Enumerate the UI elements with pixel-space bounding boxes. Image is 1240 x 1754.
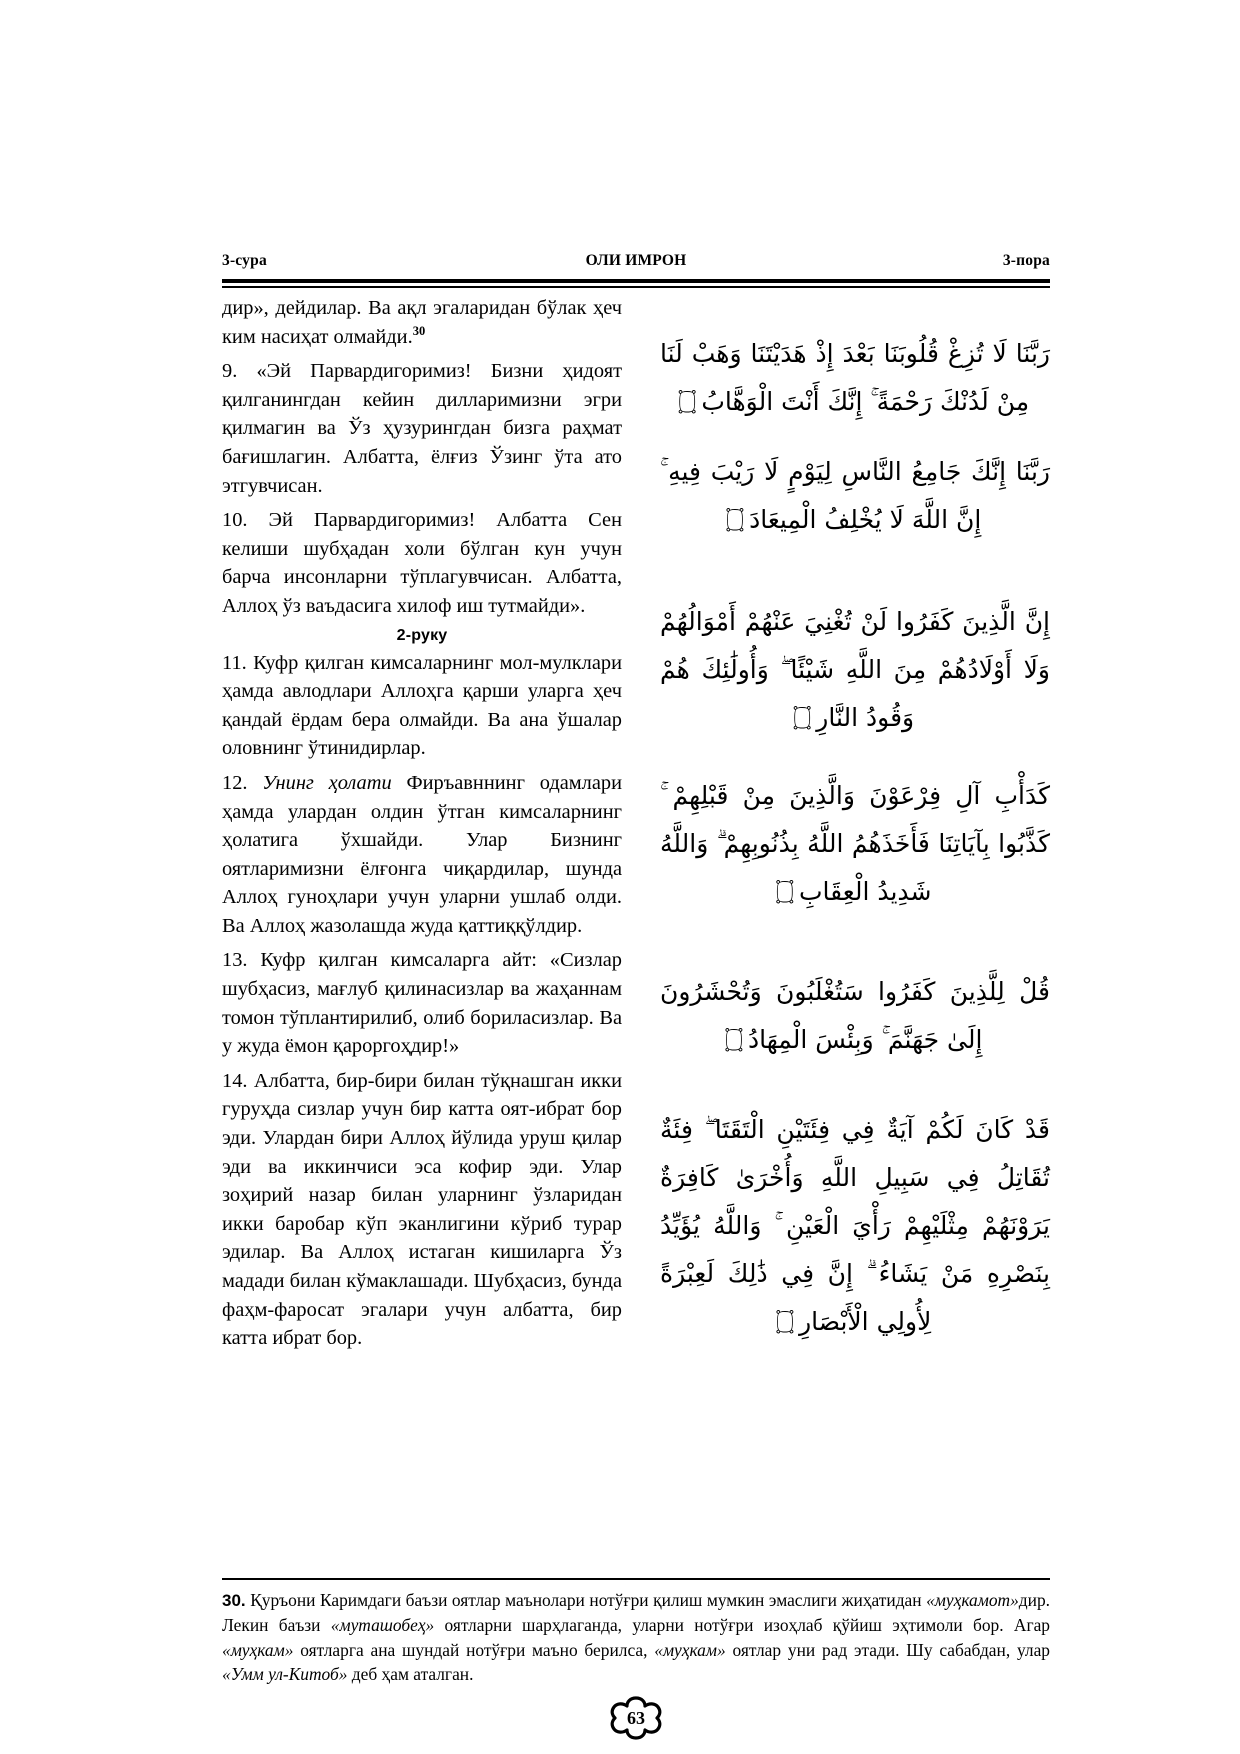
ayah-10: إِنَّ الَّذِينَ كَفَرُوا لَنْ تُغْنِيَ عَنْهُمْ أَمْوَالُهُمْ وَلَا أَوْلَادُهُمْ مِنَ اللَّهِ شَيْئًا ۖ وَأُولَٰئِكَ هُمْ وَقُودُ النَّارِ ۝ <box>660 607 1050 732</box>
paragraph-continued <box>222 294 622 351</box>
footnote-italic-2: «муташобеҳ» <box>330 1615 435 1636</box>
folio-ornament <box>592 1694 680 1742</box>
running-head-sura: 3-сура <box>222 252 267 269</box>
paragraph-10 <box>222 506 622 620</box>
paragraph-10-text: Эй Парвардигоримиз! Албатта Сен келиши шубҳадан холи бўлган кун учун барча инсонларни тўплагувчисан. Албатта, Аллоҳ ўз ваъдасига хилоф иш тутмайди». <box>222 509 622 617</box>
arabic-column <box>660 294 1050 1356</box>
paragraph-14 <box>222 1067 622 1353</box>
ayah-11: كَدَأْبِ آلِ فِرْعَوْنَ وَالَّذِينَ مِنْ قَبْلِهِمْ ۚ كَذَّبُوا بِآيَاتِنَا فَأَخَذَهُمُ اللَّهُ بِذُنُوبِهِمْ ۗ وَاللَّهُ شَدِيدُ الْعِقَابِ ۝ <box>660 781 1050 906</box>
footnote-part-3: оятларни шарҳлаганда, уларни нотўғри изоҳлаб қўйиш эҳтимоли бор. Агар <box>434 1615 1050 1636</box>
header-rule-thick <box>222 279 1050 283</box>
paragraph-9 <box>222 357 622 500</box>
footnote-italic-3: «муҳкам» <box>222 1639 294 1660</box>
translation-column <box>222 294 622 1359</box>
paragraph-continued-text: дир», дейдилар. Ва ақл эгаларидан бўлак ҳеч ким насиҳат олмайди. <box>222 297 622 348</box>
ayah-9: رَبَّنَا إِنَّكَ جَامِعُ النَّاسِ لِيَوْمٍ لَا رَيْبَ فِيهِ ۚ إِنَّ اللَّهَ لَا يُخْلِفُ الْمِيعَادَ ۝ <box>660 457 1050 534</box>
ayah-8: رَبَّنَا لَا تُزِغْ قُلُوبَنَا بَعْدَ إِذْ هَدَيْتَنَا وَهَبْ لَنَا مِنْ لَدُنْكَ رَحْمَةً ۚ إِنَّكَ أَنْتَ الْوَهَّابُ ۝ <box>660 339 1050 416</box>
ruku-heading: 2-руку <box>396 626 448 644</box>
paragraph-12 <box>222 769 622 941</box>
footnote-number: 30. <box>222 1591 246 1610</box>
footnote-part-6: деб ҳам аталган. <box>347 1664 474 1685</box>
paragraph-12-text: Фиръавннинг одамлари ҳамда улардан олдин ўтган кимсаларнинг ҳолатига ўхшайди. Улар Бизнинг оятларимизни ёлғонга чиқардилар, шунда Аллоҳ гуноҳлари учун уларни ушлаб олди. Ва Аллоҳ жазолашда жуда қаттиққўлдир. <box>222 771 622 937</box>
ayah-12: قُلْ لِلَّذِينَ كَفَرُوا سَتُغْلَبُونَ وَتُحْشَرُونَ إِلَىٰ جَهَنَّمَ ۚ وَبِئْسَ الْمِهَادُ ۝ <box>660 977 1050 1054</box>
paragraph-14-text: Албатта, бир-бири билан тўқнашган икки гуруҳда сизлар учун бир катта оят-ибрат бор эди. Улардан бири Аллоҳ йўлида уруш қилар эди ва иккинчиси эса кофир эди. Улар зоҳирий назар билан уларнинг ўзларидан икки баробар кўп эканлигини кўриб турар эдилар. Ва Аллоҳ истаган кишиларга Ўз мадади билан кўмаклашади. Шубҳасиз, бунда фаҳм-фаросат эгалари учун албатта, бир катта ибрат бор. <box>222 1069 622 1350</box>
paragraph-13-number: 13. <box>222 949 248 972</box>
header-rule-thin <box>222 286 1050 288</box>
running-head-title: ОЛИ ИМРОН <box>585 252 687 269</box>
footnote-italic-5: «Умм ул-Китоб» <box>222 1664 348 1685</box>
footnote-italic-1: «муҳкамот» <box>926 1590 1019 1610</box>
paragraph-14-number: 14. <box>222 1069 248 1092</box>
body-columns <box>222 294 1050 1544</box>
footnote-rule <box>222 1578 1050 1580</box>
footnote-30 <box>222 1588 1050 1687</box>
ayah-13: قَدْ كَانَ لَكُمْ آيَةٌ فِي فِئَتَيْنِ الْتَقَتَا ۖ فِئَةٌ تُقَاتِلُ فِي سَبِيلِ اللَّهِ وَأُخْرَىٰ كَافِرَةٌ يَرَوْنَهُمْ مِثْلَيْهِمْ رَأْيَ الْعَيْنِ ۚ وَاللَّهُ يُؤَيِّدُ بِنَصْرِهِ مَنْ يَشَاءُ ۗ إِنَّ فِي ذَٰلِكَ لَعِبْرَةً لِأُولِي الْأَبْصَارِ ۝ <box>660 1115 1050 1336</box>
footnote-italic-4: «муҳкам» <box>654 1639 726 1660</box>
running-head <box>222 252 1050 276</box>
paragraph-11 <box>222 649 622 763</box>
paragraph-13-text: Куфр қилган кимсаларга айт: «Сизлар шубҳасиз, мағлуб қилинасизлар ва жаҳаннам томон тўплантирилиб, олиб бориласизлар. Ва у жуда ёмон қароргоҳдир!» <box>222 949 622 1058</box>
footnote-part-2: дир. Лекин баъзи <box>222 1590 1050 1636</box>
paragraph-13 <box>222 946 622 1060</box>
footnote-marker-30: 30 <box>412 323 426 338</box>
paragraph-9-text: «Эй Парвардигоримиз! Бизни ҳидоят қилганингдан кейин дилларимизни эгри қилмагин ва Ўз ҳузурингдан бизга раҳмат бағишлагин. Албатта, ёлғиз Ўзинг ўта ато этгувчисан. <box>222 360 622 497</box>
paragraph-11-text: Куфр қилган кимсаларнинг мол-мулклари ҳамда авлодлари Аллоҳга қарши уларга ҳеч қандай ёрдам бера олмайди. Ва ана ўшалар оловнинг ўтинидирлар. <box>222 651 622 760</box>
paragraph-12-italic-lead: Унинг ҳолати <box>262 771 392 794</box>
footnote-part-1: Қуръони Каримдаги баъзи оятлар маънолари нотўғри қилиш мумкин эмаслиги жиҳатидан <box>250 1590 927 1610</box>
page-number: 63 <box>627 1707 645 1728</box>
footnote-part-4: оятларга ана шундай нотўғри маъно берилса, <box>293 1639 655 1660</box>
paragraph-11-number: 11. <box>222 651 247 674</box>
paragraph-10-number: 10. <box>222 509 248 532</box>
footnote-part-5: оятлар уни рад этади. Шу сабабдан, улар <box>725 1639 1050 1660</box>
paragraph-9-number: 9. <box>222 360 238 383</box>
page-content <box>222 0 1050 1754</box>
paragraph-12-number: 12. <box>222 771 248 794</box>
running-head-juz: 3-пора <box>1002 252 1050 269</box>
